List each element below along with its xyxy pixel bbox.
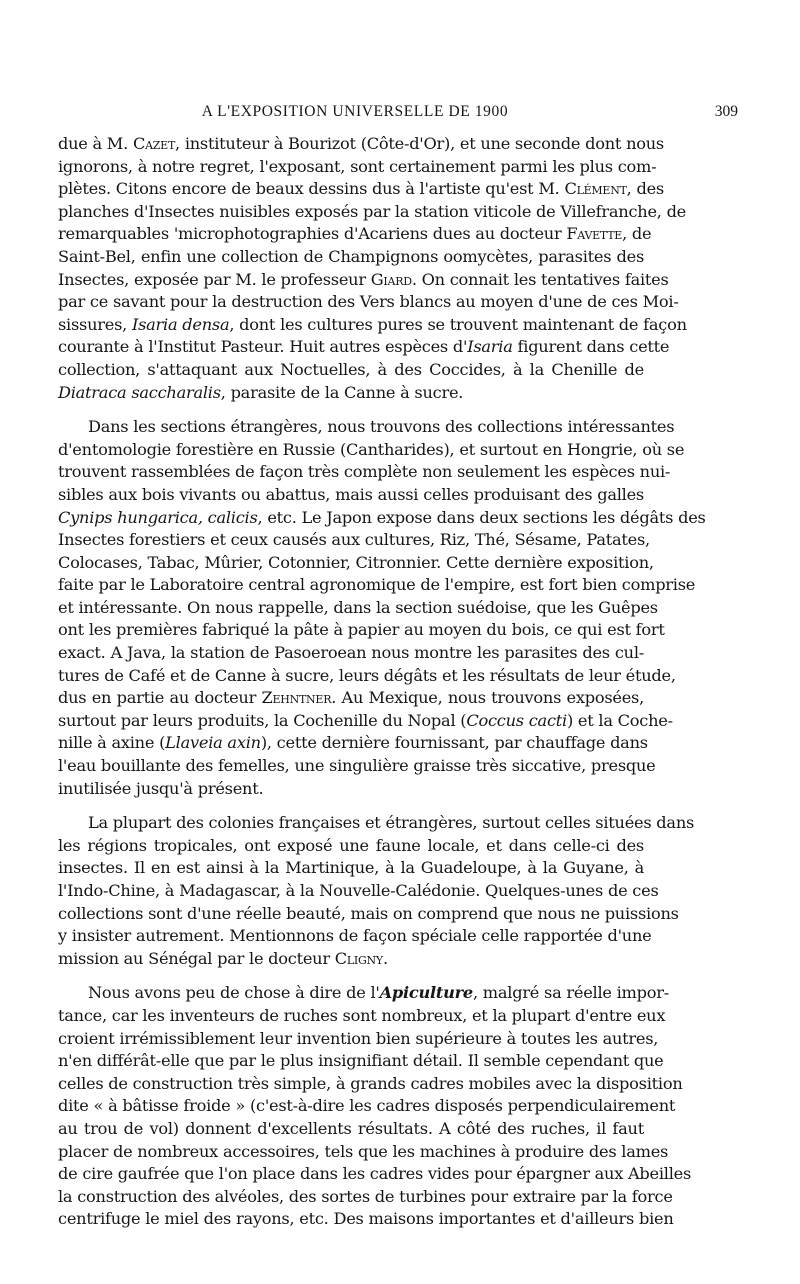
text-run: sissures, — [58, 314, 132, 334]
small-caps-run: Giard — [370, 269, 412, 289]
text-run: dite « à bâtisse froide » (c'est-à-dire les cadres disposés perpendiculairement — [58, 1096, 676, 1116]
text-line — [58, 948, 644, 971]
text-run: . Au Mexique, nous trouvons exposées, — [331, 688, 645, 708]
text-line — [58, 336, 670, 359]
text-line — [58, 1005, 666, 1028]
text-line — [58, 484, 644, 507]
running-title: A L'EXPOSITION UNIVERSELLE DE 1900 — [201, 103, 509, 120]
text-run: Saint-Bel, enfin une collection de Champignons oomycètes, parasites des — [58, 246, 644, 266]
text-line — [58, 835, 644, 858]
text-run: , dont les cultures pures se trouvent maintenant de façon — [229, 314, 687, 334]
text-run: courante à l'Institut Pasteur. Huit autres espèces d' — [58, 337, 468, 357]
text-line — [58, 619, 665, 642]
text-run: planches d'Insectes nuisibles exposés par la station viticole de Villefranche, de — [58, 201, 687, 221]
text-run: La plupart des colonies françaises et étrangères, surtout celles situées dans — [88, 813, 695, 833]
italic-run: Llaveia axin — [165, 733, 261, 753]
text-run: y insister autrement. Mentionnons de façon spéciale celle rapportée d'une — [58, 926, 652, 946]
text-run: tures de Café et de Canne à sucre, leurs dégâts et les résultats de leur étude, — [58, 665, 676, 685]
text-line — [58, 1163, 692, 1186]
text-run: Dans les sections étrangères, nous trouvons des collections intéressantes — [88, 417, 675, 437]
text-line — [58, 925, 652, 948]
text-run: exact. A Java, la station de Pasoeroean nous montre les parasites des cul- — [58, 643, 644, 663]
text-line — [58, 269, 669, 292]
text-run: d'entomologie forestière en Russie (Cantharides), et surtout en Hongrie, où se — [58, 439, 685, 459]
text-line — [58, 755, 656, 778]
italic-run: Isaria densa — [131, 314, 230, 334]
text-run: , de — [622, 224, 652, 244]
text-run: placer de nombreux accessoires, tels que les machines à produire des lames — [58, 1141, 669, 1161]
text-run: l'Indo-Chine, à Madagascar, à la Nouvelle-Calédonie. Quelques-unes de ces — [58, 881, 659, 900]
small-caps-run: Clément — [564, 179, 627, 199]
text-run: Colocases, Tabac, Mûrier, Cotonnier, Citronnier. Cette dernière exposition, — [58, 552, 654, 572]
text-line — [58, 1186, 673, 1209]
italic-run: Coccus cacti — [466, 710, 567, 730]
text-line — [58, 552, 654, 575]
text-run: nille à axine ( — [58, 733, 166, 753]
text-run: Nous avons peu de chose à dire de l' — [88, 983, 380, 1003]
body-text — [58, 133, 706, 1231]
text-run: insectes. Il en est ainsi à la Martinique, à la Guadeloupe, à la Guyane, à — [58, 858, 644, 878]
paragraph — [58, 982, 692, 1231]
text-line — [58, 665, 676, 688]
text-line — [58, 1073, 683, 1096]
text-line — [58, 812, 695, 835]
paragraph — [58, 133, 687, 404]
text-line — [58, 359, 644, 382]
text-line — [58, 133, 664, 156]
text-run: collection, s'attaquant aux Noctuelles, à des Coccides, à la Chenille de — [58, 359, 644, 379]
text-run: surtout par leurs produits, la Cochenille du Nopal ( — [58, 710, 467, 730]
text-run: la construction des alvéoles, des sortes de turbines pour extraire par la force — [58, 1186, 673, 1206]
bold-italic-run: Apiculture — [379, 983, 473, 1003]
text-line — [58, 597, 658, 620]
text-run: collections sont d'une réelle beauté, mais on comprend que nous ne puissions — [58, 903, 679, 923]
text-line — [58, 1141, 669, 1164]
text-run: faite par le Laboratoire central agronomique de l'empire, est fort bien comprise — [58, 575, 696, 595]
text-line — [58, 382, 644, 405]
italic-run: Cynips hungarica, calicis — [58, 507, 258, 527]
small-caps-run: Zehntner — [261, 688, 332, 708]
text-run: n'en différât-elle que par le plus insignifiant détail. Il semble cependant que — [58, 1051, 664, 1071]
text-line — [58, 156, 657, 179]
text-run: plètes. Citons encore de beaux dessins dus à l'artiste qu'est M. — [58, 179, 565, 199]
text-line — [58, 314, 687, 337]
text-line — [58, 1050, 664, 1073]
text-run: , parasite de la Canne à sucre. — [220, 382, 464, 402]
paragraph — [58, 812, 695, 970]
text-run: , des — [626, 179, 664, 199]
text-run: ) et la Coche- — [566, 710, 673, 730]
text-run: celles de construction très simple, à grands cadres mobiles avec la disposition — [58, 1073, 683, 1093]
italic-run: Diatraca saccharalis — [58, 382, 221, 402]
paragraph — [58, 416, 706, 800]
text-line — [58, 201, 687, 224]
text-run: par ce savant pour la destruction des Vers blancs au moyen d'une de ces Moi- — [58, 292, 679, 312]
italic-run: Isaria — [467, 337, 513, 357]
text-run: mission au Sénégal par le docteur — [58, 948, 335, 968]
text-line — [58, 223, 652, 246]
text-run: trouvent rassemblées de façon très complète non seulement les espèces nui- — [58, 462, 671, 482]
text-line — [58, 416, 675, 439]
text-run: les régions tropicales, ont exposé une faune locale, et dans celle-ci des — [58, 835, 644, 855]
text-run: figurent dans cette — [512, 337, 670, 357]
text-run: . — [382, 948, 388, 968]
text-line — [58, 178, 664, 201]
text-run: l'eau bouillante des femelles, une singulière graisse très siccative, presque — [58, 756, 656, 776]
text-run: sibles aux bois vivants ou abattus, mais aussi celles produisant des galles — [58, 484, 644, 504]
text-line — [58, 439, 685, 462]
text-line — [58, 1028, 659, 1051]
text-run: ont les premières fabriqué la pâte à papier au moyen du bois, ce qui est fort — [58, 620, 665, 640]
text-line — [58, 507, 706, 530]
text-run: . On connait les tentatives faites — [411, 269, 669, 289]
text-run: , etc. Le Japon expose dans deux sections les dégâts des — [257, 507, 706, 527]
text-line — [58, 778, 644, 801]
text-line — [58, 1118, 644, 1141]
text-run: centrifuge le miel des rayons, etc. Des maisons importantes et d'ailleurs bien — [58, 1209, 674, 1229]
text-run: remarquables 'microphotographies d'Acariens dues au docteur — [58, 224, 567, 244]
text-run: et intéressante. On nous rappelle, dans la section suédoise, que les Guêpes — [58, 597, 658, 617]
page-number: 309 — [714, 103, 738, 120]
text-run: au trou de vol) donnent d'excellents résultats. A côté des ruches, il faut — [58, 1118, 644, 1138]
text-run: , malgré sa réelle impor- — [472, 983, 669, 1003]
text-run: de cire gaufrée que l'on place dans les cadres vides pour épargner aux Abeilles — [58, 1164, 692, 1184]
text-run: croient irrémissiblement leur invention bien supérieure à toutes les autres, — [58, 1028, 659, 1048]
text-line — [58, 642, 644, 665]
text-run: Insectes, exposée par M. le professeur — [58, 269, 371, 289]
text-run: ), cette dernière fournissant, par chauffage dans — [260, 733, 648, 753]
small-caps-run: Favette — [566, 224, 623, 244]
text-run: ignorons, à notre regret, l'exposant, sont certainement parmi les plus com- — [58, 156, 657, 176]
text-line — [58, 1208, 674, 1231]
running-head — [58, 103, 738, 127]
text-line — [58, 291, 679, 314]
text-line — [58, 246, 644, 269]
text-run: tance, car les inventeurs de ruches sont nombreux, et la plupart d'entre eux — [58, 1005, 666, 1025]
text-run: , instituteur à Bourizot (Côte-d'Or), et une seconde dont nous — [175, 134, 664, 153]
text-line — [58, 574, 696, 597]
small-caps-run: Cazet — [132, 134, 176, 153]
text-line — [58, 1095, 676, 1118]
text-run: inutilisée jusqu'à présent. — [58, 778, 264, 798]
text-line — [58, 461, 671, 484]
text-line — [58, 687, 644, 710]
text-line — [58, 529, 650, 552]
text-line — [58, 880, 659, 903]
text-run: due à M. — [58, 134, 133, 153]
text-line — [58, 710, 673, 733]
text-line — [58, 732, 648, 755]
text-line — [58, 857, 644, 880]
text-run: Insectes forestiers et ceux causés aux cultures, Riz, Thé, Sésame, Patates, — [58, 530, 650, 550]
text-line — [58, 903, 679, 926]
small-caps-run: Cligny — [334, 948, 383, 968]
text-run: dus en partie au docteur — [58, 688, 262, 708]
text-line — [58, 982, 669, 1005]
